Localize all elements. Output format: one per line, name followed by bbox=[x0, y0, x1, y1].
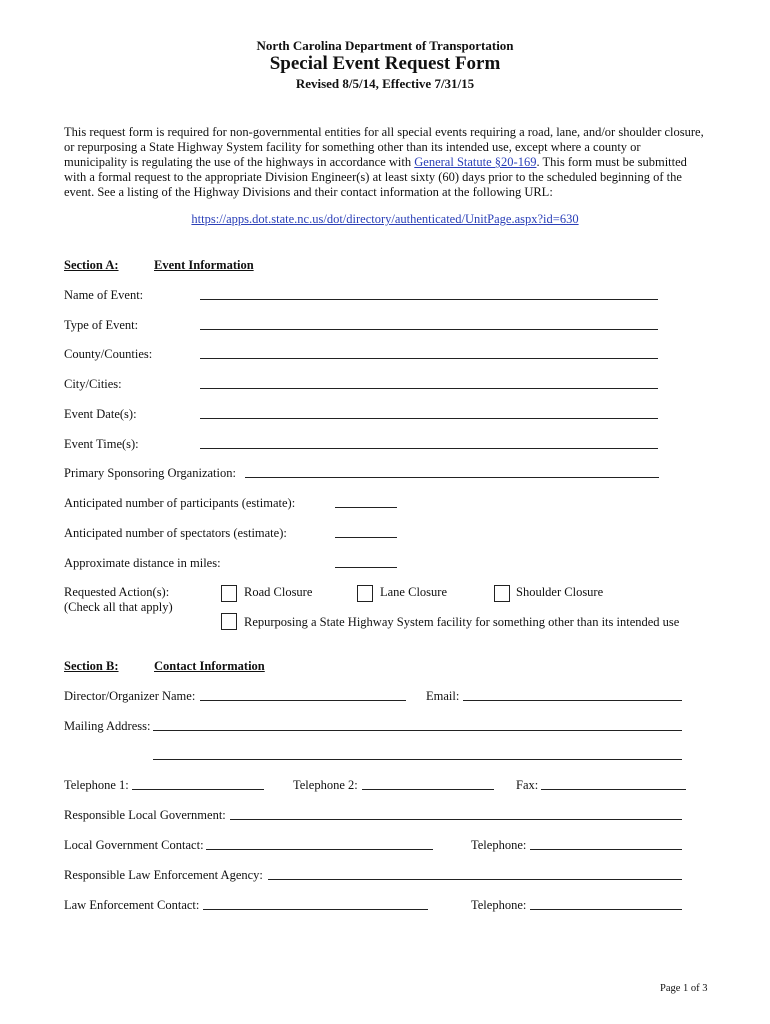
local-government-field[interactable] bbox=[230, 819, 682, 820]
type-of-event-field[interactable] bbox=[200, 329, 658, 330]
road-closure-label: Road Closure bbox=[244, 585, 313, 599]
agency-name: North Carolina Department of Transportation bbox=[256, 38, 514, 53]
law-enforcement-telephone-label: Telephone: bbox=[471, 898, 527, 912]
telephone1-label: Telephone 1: bbox=[64, 778, 129, 792]
director-name-field[interactable] bbox=[200, 700, 406, 701]
section-b-label: Section B: bbox=[64, 659, 119, 673]
statute-link[interactable]: General Statute §20-169 bbox=[414, 155, 537, 169]
local-government-label: Responsible Local Government: bbox=[64, 808, 226, 822]
divisions-url-link[interactable]: https://apps.dot.state.nc.us/dot/directory/authenticated/UnitPage.aspx?id=630 bbox=[191, 212, 579, 226]
law-enforcement-agency-field[interactable] bbox=[268, 879, 682, 880]
spectators-label: Anticipated number of spectators (estimate): bbox=[64, 526, 287, 540]
shoulder-closure-checkbox[interactable] bbox=[494, 585, 510, 602]
telephone1-field[interactable] bbox=[132, 789, 264, 790]
email-label: Email: bbox=[426, 689, 460, 703]
type-of-event-label: Type of Event: bbox=[64, 318, 139, 332]
mailing-address-field-line1[interactable] bbox=[153, 730, 682, 731]
participants-field[interactable] bbox=[335, 507, 397, 508]
law-enforcement-telephone-field[interactable] bbox=[530, 909, 682, 910]
spectators-field[interactable] bbox=[335, 537, 397, 538]
event-times-field[interactable] bbox=[200, 448, 658, 449]
director-name-label: Director/Organizer Name: bbox=[64, 689, 196, 703]
participants-label: Anticipated number of participants (estimate): bbox=[64, 496, 296, 510]
mailing-address-field-line2[interactable] bbox=[153, 759, 682, 760]
section-b-title: Contact Information bbox=[154, 659, 265, 673]
name-of-event-field[interactable] bbox=[200, 299, 658, 300]
primary-sponsor-label: Primary Sponsoring Organization: bbox=[64, 466, 236, 480]
law-enforcement-contact-field[interactable] bbox=[203, 909, 428, 910]
requested-actions-sublabel: (Check all that apply) bbox=[64, 600, 173, 614]
repurposing-checkbox[interactable] bbox=[221, 613, 237, 630]
counties-field[interactable] bbox=[200, 358, 658, 359]
fax-field[interactable] bbox=[541, 789, 686, 790]
road-closure-checkbox[interactable] bbox=[221, 585, 237, 602]
cities-field[interactable] bbox=[200, 388, 658, 389]
event-dates-field[interactable] bbox=[200, 418, 658, 419]
requested-actions-label: Requested Action(s): bbox=[64, 585, 170, 599]
fax-label: Fax: bbox=[516, 778, 539, 792]
distance-field[interactable] bbox=[335, 567, 397, 568]
counties-label: County/Counties: bbox=[64, 347, 153, 361]
name-of-event-label: Name of Event: bbox=[64, 288, 144, 302]
lane-closure-label: Lane Closure bbox=[380, 585, 447, 599]
intro-text-after: . This form must be submitted with a formal request to the appropriate Division Engineer(s) at least sixty (60) days prior to the scheduled beginning of the event. See a listing of the Highway Divisions and their contact information at the following URL: bbox=[64, 155, 687, 199]
shoulder-closure-label: Shoulder Closure bbox=[516, 585, 604, 599]
law-enforcement-agency-label: Responsible Law Enforcement Agency: bbox=[64, 868, 263, 882]
local-gov-contact-field[interactable] bbox=[206, 849, 433, 850]
section-a-title: Event Information bbox=[154, 258, 254, 272]
mailing-address-label: Mailing Address: bbox=[64, 719, 151, 733]
local-gov-telephone-field[interactable] bbox=[530, 849, 682, 850]
repurposing-label: Repurposing a State Highway System facility for something other than its intended use bbox=[244, 615, 680, 629]
intro-text-before: This request form is required for non-governmental entities for all special events requiring a road, lane, and/or shoulder closure, or repurposing a State Highway System facility for something other than its intended use, except where a county or municipality is regulating the use of the highways in accordance with bbox=[64, 125, 704, 169]
local-gov-contact-label: Local Government Contact: bbox=[64, 838, 204, 852]
distance-label: Approximate distance in miles: bbox=[64, 556, 221, 570]
revision-date: Revised 8/5/14, Effective 7/31/15 bbox=[295, 76, 475, 91]
lane-closure-checkbox[interactable] bbox=[357, 585, 373, 602]
telephone2-field[interactable] bbox=[362, 789, 494, 790]
page-number: Page 1 of 3 bbox=[660, 983, 708, 994]
cities-label: City/Cities: bbox=[64, 377, 122, 391]
email-field[interactable] bbox=[463, 700, 682, 701]
telephone2-label: Telephone 2: bbox=[293, 778, 358, 792]
primary-sponsor-field[interactable] bbox=[245, 477, 659, 478]
section-a-label: Section A: bbox=[64, 258, 119, 272]
event-dates-label: Event Date(s): bbox=[64, 407, 137, 421]
law-enforcement-contact-label: Law Enforcement Contact: bbox=[64, 898, 200, 912]
intro-paragraph bbox=[64, 125, 704, 200]
event-times-label: Event Time(s): bbox=[64, 437, 139, 451]
local-gov-telephone-label: Telephone: bbox=[471, 838, 527, 852]
form-title: Special Event Request Form bbox=[269, 53, 501, 74]
